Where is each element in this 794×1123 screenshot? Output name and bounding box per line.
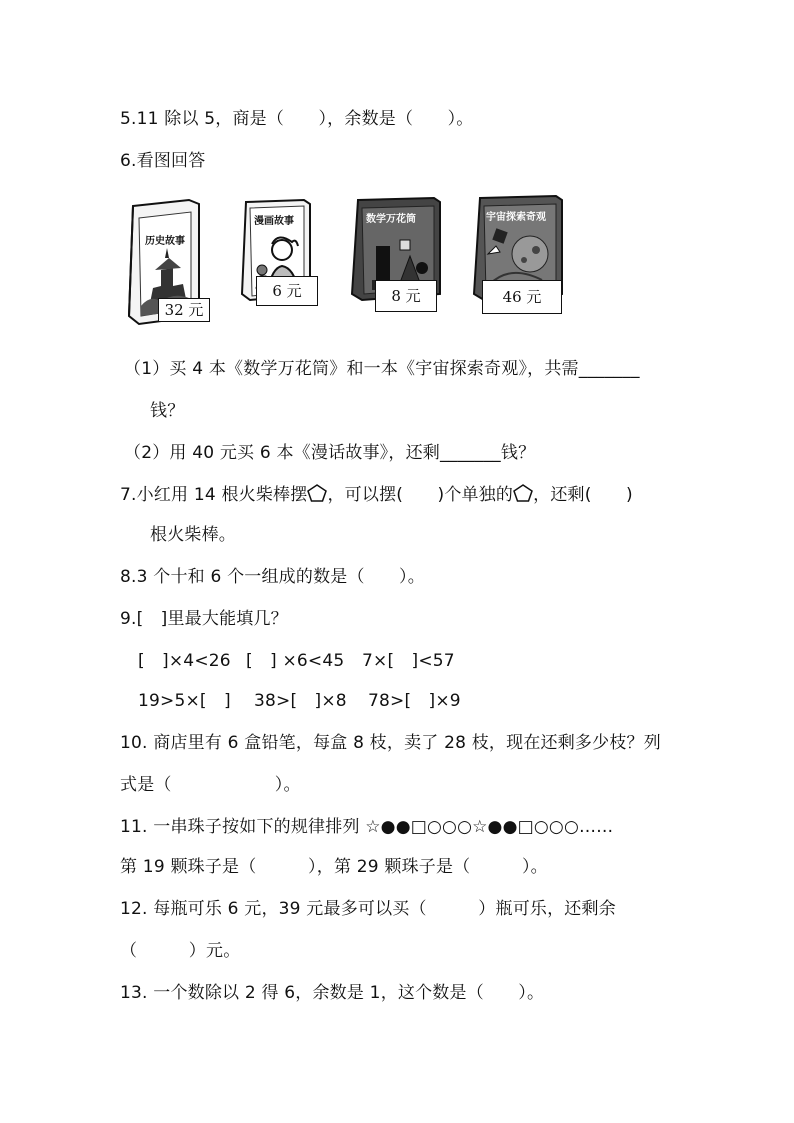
price-math: 8 元 (391, 287, 421, 305)
price-tag-comics (256, 276, 318, 306)
question-6-part-2: （2）用 40 元买 6 本《漫话故事》，还剩_______钱？ (124, 443, 536, 463)
question-7-cont: 根火柴棒。 (150, 525, 236, 545)
question-10: 10. 商店里有 6 盒铅笔，每盒 8 枝，卖了 28 枝，现在还剩多少枝？列 (120, 733, 661, 753)
book-title-history: 历史故事 (145, 236, 185, 247)
question-11: 11. 一串珠子按如下的规律排列 ☆●●□○○○☆●●□○○○…… (120, 817, 614, 837)
price-tag-math (375, 280, 437, 312)
pentagon-icon (513, 484, 533, 502)
question-10-cont: 式是（ ）。 (120, 775, 301, 795)
question-9-row2-b: 38>[ ]×8 (254, 691, 347, 711)
question-9-row1-c: 7×[ ]<57 (362, 651, 455, 671)
question-5: 5.11 除以 5，商是（ ），余数是（ ）。 (120, 109, 474, 129)
question-11-cont: 第 19 颗珠子是（ ），第 29 颗珠子是（ ）。 (120, 857, 548, 877)
question-9-row1-a: [ ]×4<26 (138, 651, 231, 671)
question-7-text-1: 7.小红用 14 根火柴棒摆 (120, 485, 308, 505)
question-7-text-3: ，还剩( ) (533, 485, 633, 505)
question-9: 9.[ ]里最大能填几？ (120, 609, 288, 629)
question-7 (120, 484, 633, 506)
book-illustrations (120, 188, 580, 333)
question-7-text-2: ，可以摆( )个单独的 (327, 485, 514, 505)
price-tag-universe (482, 280, 562, 314)
price-universe: 46 元 (502, 288, 542, 306)
price-tag-history (158, 298, 210, 322)
book-title-comics: 漫画故事 (254, 216, 294, 227)
book-title-math: 数学万花筒 (366, 214, 416, 225)
question-9-row1-b: [ ] ×6<45 (246, 651, 345, 671)
question-8: 8.3 个十和 6 个一组成的数是（ ）。 (120, 567, 425, 587)
question-6-title: 6.看图回答 (120, 151, 206, 171)
book-title-universe: 宇宙探索奇观 (486, 212, 546, 223)
pentagon-icon (307, 484, 327, 502)
price-comics: 6 元 (272, 282, 302, 300)
question-9-row2-a: 19>5×[ ] (138, 691, 231, 711)
question-12: 12. 每瓶可乐 6 元，39 元最多可以买（ ）瓶可乐，还剩余 (120, 899, 616, 919)
question-6-part-1-cont: 钱？ (150, 401, 185, 421)
question-12-cont: （ ）元。 (120, 941, 241, 961)
question-13: 13. 一个数除以 2 得 6，余数是 1，这个数是（ ）。 (120, 983, 545, 1003)
question-6-part-1: （1）买 4 本《数学万花筒》和一本《宇宙探索奇观》，共需_______ (124, 359, 640, 379)
price-history: 32 元 (164, 301, 204, 319)
question-9-row2-c: 78>[ ]×9 (368, 691, 461, 711)
